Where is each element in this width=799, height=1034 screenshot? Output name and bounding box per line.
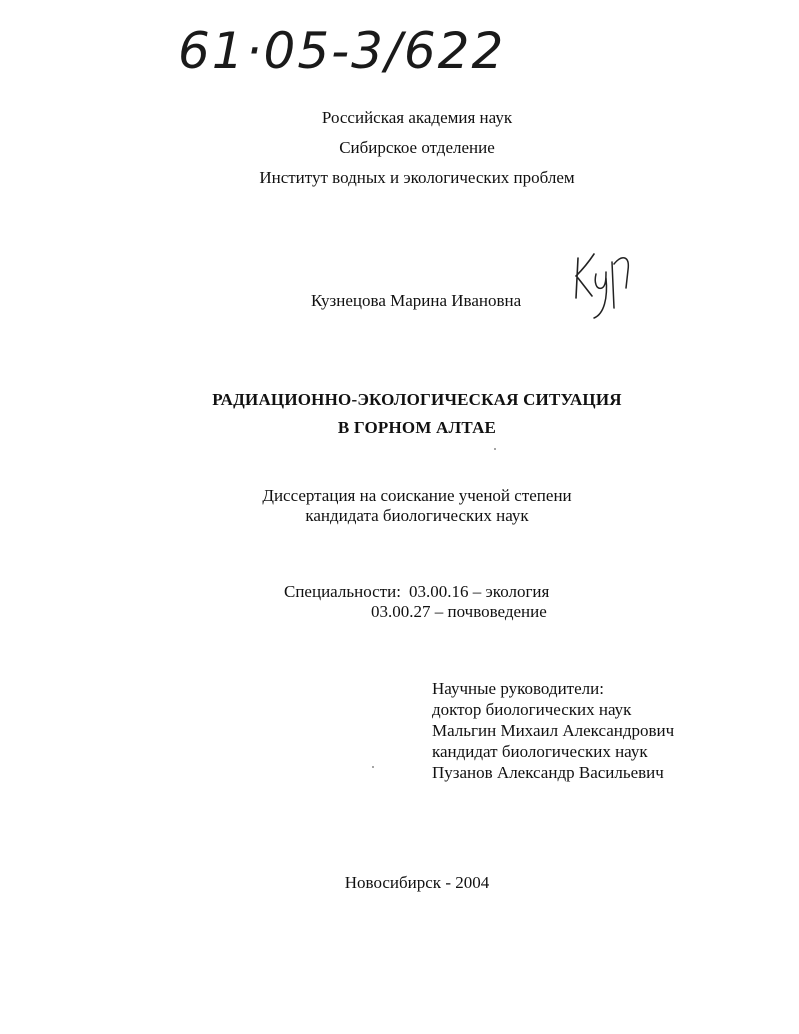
specialties-label: Специальности: [284, 582, 401, 601]
dissertation-title-line-2: В ГОРНОМ АЛТАЕ [337, 418, 497, 437]
specialty-soil-science: 03.00.27 – почвоведение [371, 602, 547, 621]
author-name: Кузнецова Марина Ивановна [311, 291, 522, 310]
scan-speck [372, 766, 374, 768]
branch-name: Сибирское отделение [339, 138, 495, 157]
advisor-2-name: Пузанов Александр Васильевич [432, 763, 664, 782]
academy-name: Российская академия наук [321, 108, 513, 127]
place-and-year: Новосибирск - 2004 [344, 873, 490, 892]
handwritten-catalog-code [178, 10, 508, 90]
advisor-1-name: Мальгин Михаил Александрович [432, 721, 675, 740]
advisors-heading: Научные руководители: [432, 679, 604, 698]
degree-line-2: кандидата биологических наук [305, 506, 529, 525]
handwritten-catalog-code-text: 61·05-3/622 [178, 22, 506, 80]
author-signature [570, 248, 640, 323]
advisor-1-degree: доктор биологических наук [432, 700, 632, 719]
institute-name: Институт водных и экологических проблем [259, 168, 575, 187]
dissertation-title-line-1: РАДИАЦИОННО-ЭКОЛОГИЧЕСКАЯ СИТУАЦИЯ [212, 390, 622, 409]
advisor-2-degree: кандидат биологических наук [432, 742, 648, 761]
scan-speck [494, 448, 496, 450]
scientific-advisors [432, 678, 674, 783]
specialty-ecology: 03.00.16 – экология [409, 582, 550, 601]
degree-line-1: Диссертация на соискание ученой степени [262, 486, 572, 505]
